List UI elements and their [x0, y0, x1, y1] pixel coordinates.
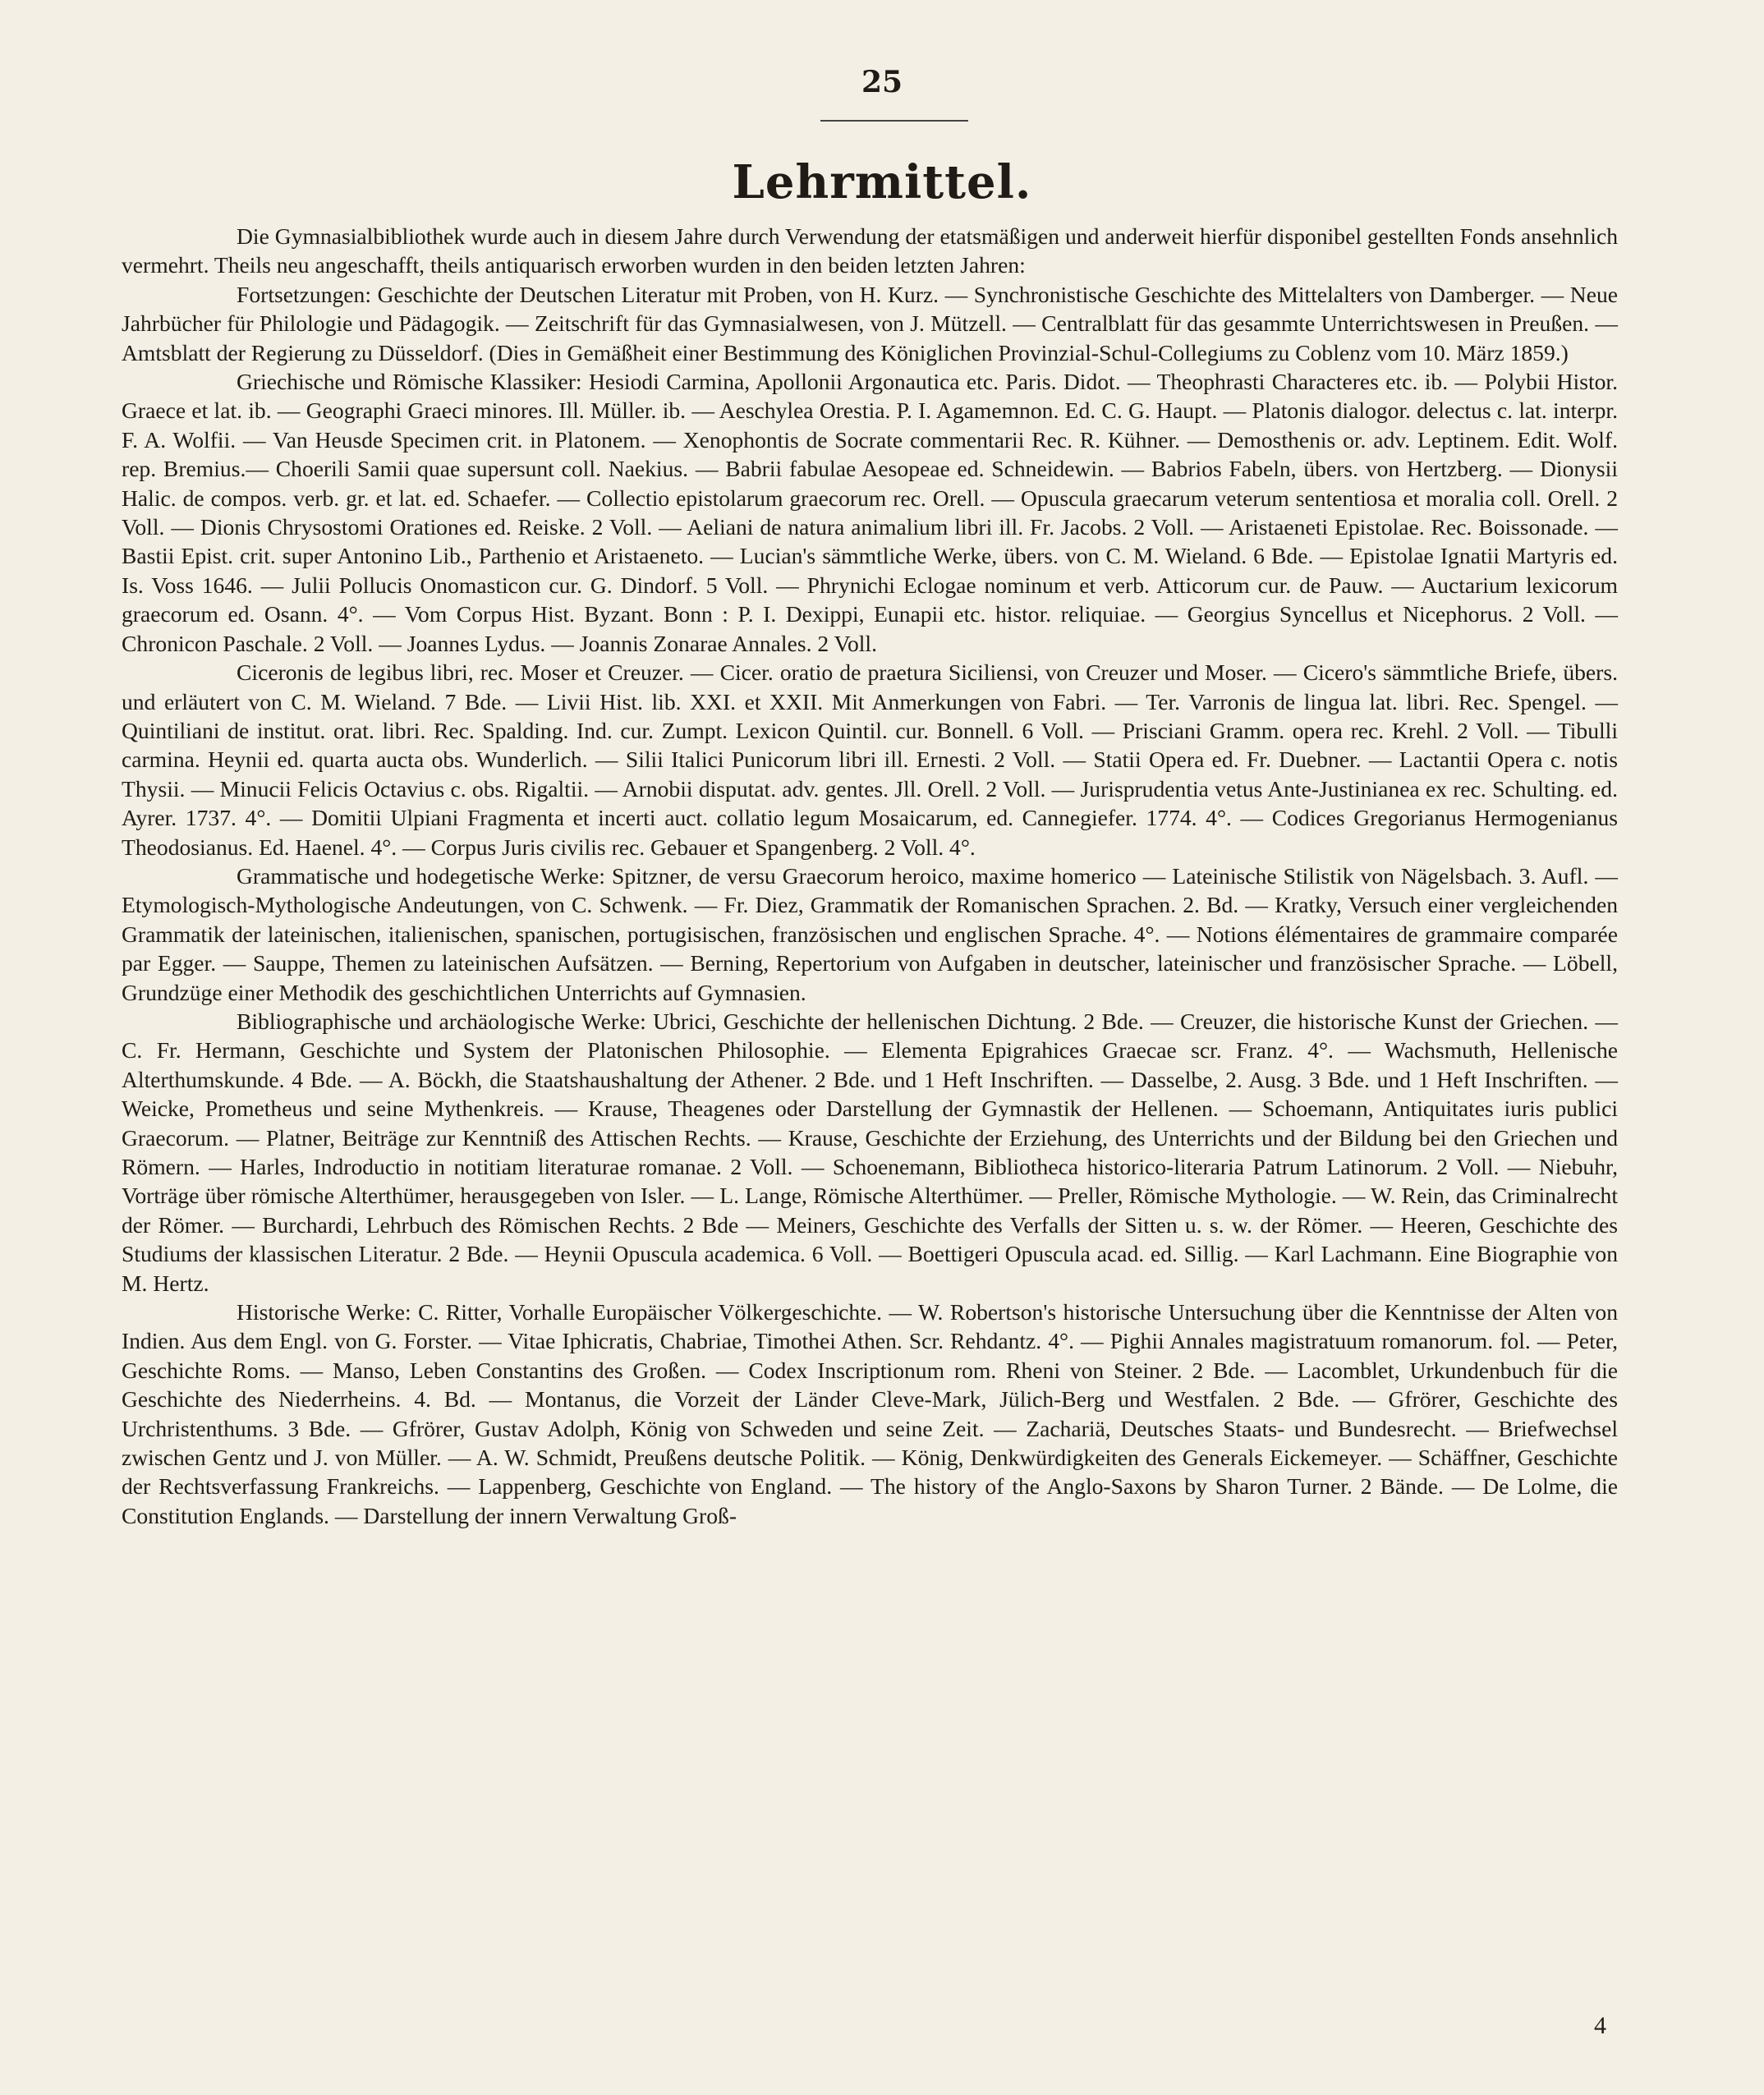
header-rule	[820, 120, 968, 122]
paragraph-archaeologische-werke: Bibliographische und archäologische Werke: Ubrici, Geschichte der hellenischen Dichtung. 2 Bde. — Creuzer, die historische Kunst der Griechen. — C. Fr. Hermann, Geschichte und System der Platonischen Philosophie. — Elementa Epigrahices Graecae scr. Franz. 4°. — Wachsmuth, Hellenische Alterthumskunde. 4 Bde. — A. Böckh, die Staatshaushaltung der Athener. 2 Bde. und 1 Heft Inschriften. — Dasselbe, 2. Ausg. 3 Bde. und 1 Heft Inschriften. — Weicke, Prometheus und seine Mythenkreis. — Krause, Theagenes oder Darstellung der Gymnastik der Hellenen. — Schoemann, Antiquitates iuris publici Graecorum. — Platner, Beiträge zur Kenntniß des Attischen Rechts. — Krause, Geschichte der Erziehung, des Unterrichts und der Bildung bei den Griechen und Römern. — Harles, Indroductio in notitiam literaturae romanae. 2 Voll. — Schoenemann, Bibliotheca historico-literaria Patrum Latinorum. 2 Voll. — Niebuhr, Vorträge über römische Alterthümer, herausgegeben von Isler. — L. Lange, Römische Alterthümer. — Preller, Römische Mythologie. — W. Rein, das Criminalrecht der Römer. — Burchardi, Lehrbuch des Römischen Rechts. 2 Bde — Meiners, Geschichte des Verfalls der Sitten u. s. w. der Römer. — Heeren, Geschichte des Studiums der klassischen Literatur. 2 Bde. — Heynii Opuscula academica. 6 Voll. — Boettigeri Opuscula acad. ed. Sillig. — Karl Lachmann. Eine Biographie von M. Hertz.	[122, 1008, 1618, 1296]
body-text	[122, 222, 1618, 1530]
section-title: Lehrmittel.	[732, 155, 1032, 209]
paragraph-grammatische-werke: Grammatische und hodegetische Werke: Spitzner, de versu Graecorum heroico, maxime homerico — Lateinische Stilistik von Nägelsbach. 3. Aufl. — Etymologisch-Mythologische Andeutungen, von C. Schwenk. — Fr. Diez, Grammatik der Romanischen Sprachen. 2. Bd. — Kratky, Versuch einer vergleichenden Grammatik der lateinischen, italienischen, spanischen, portugisischen, französischen und englischen Sprache. 4°. — Notions élémentaires de grammaire comparée par Egger. — Sauppe, Themen zu lateinischen Aufsätzen. — Berning, Repertorium von Aufgaben in deutscher, lateinischer und französischer Sprache. — Löbell, Grundzüge einer Methodik des geschichtlichen Unterrichts auf Gymnasien.	[122, 862, 1618, 1005]
footer-signature-number: 4	[1594, 2012, 1606, 2039]
paragraph-klassiker: Griechische und Römische Klassiker: Hesiodi Carmina, Apollonii Argonautica etc. Paris. Didot. — Theophrasti Characteres etc. ib. — Polybii Histor. Graece et lat. ib. — Geographi Graeci minores. Ill. Müller. ib. — Aeschylea Orestia. P. I. Agamemnon. Ed. C. G. Haupt. — Platonis dialogor. delectus c. lat. interpr. F. A. Wolfii. — Van Heusde Specimen crit. in Platonem. — Xenophontis de Socrate commentarii Rec. R. Kühner. — Demosthenis or. adv. Leptinem. Edit. Wolf. rep. Bremius.— Choerili Samii quae supersunt coll. Naekius. — Babrii fabulae Aesopeae ed. Schneidewin. — Babrios Fabeln, übers. von Hertzberg. — Dionysii Halic. de compos. verb. gr. et lat. ed. Schaefer. — Collectio epistolarum graecorum rec. Orell. — Opuscula graecarum veterum sententiosa et moralia coll. Orell. 2 Voll. — Dionis Chrysostomi Orationes ed. Reiske. 2 Voll. — Aeliani de natura animalium libri ill. Fr. Jacobs. 2 Voll. — Aristaeneti Epistolae. Rec. Boissonade. — Bastii Epist. crit. super Antonino Lib., Parthenio et Aristaeneto. — Lucian's sämmtliche Werke, übers. von C. M. Wieland. 6 Bde. — Epistolae Ignatii Martyris ed. Is. Voss 1646. — Julii Pollucis Onomasticon cur. G. Dindorf. 5 Voll. — Phrynichi Eclogae nominum et verb. Atticorum cur. de Pauw. — Auctarium lexicorum graecorum ed. Osann. 4°. — Vom Corpus Hist. Byzant. Bonn : P. I. Dexippi, Eunapii etc. histor. reliquiae. — Georgius Syncellus et Nicephorus. 2 Voll. — Chronicon Paschale. 2 Voll. — Joannes Lydus. — Joannis Zonarae Annales. 2 Voll.	[122, 369, 1618, 656]
paragraph-historische-werke: Historische Werke: C. Ritter, Vorhalle Europäischer Völkergeschichte. — W. Robertson's historische Untersuchung über die Kenntnisse der Alten von Indien. Aus dem Engl. von G. Forster. — Vitae Iphicratis, Chabriae, Timothei Athen. Scr. Rehdantz. 4°. — Pighii Annales magistratuum romanorum. fol. — Peter, Geschichte Roms. — Manso, Leben Constantins des Großen. — Codex Inscriptionum rom. Rheni von Steiner. 2 Bde. — Lacomblet, Urkundenbuch für die Geschichte des Niederrheins. 4. Bd. — Montanus, die Vorzeit der Länder Cleve-Mark, Jülich-Berg und Westfalen. 2 Bde. — Gfrörer, Geschichte des Urchristenthums. 3 Bde. — Gfrörer, Gustav Adolph, König von Schweden und seine Zeit. — Zachariä, Deutsches Staats- und Bundesrecht. — Briefwechsel zwischen Gentz und J. von Müller. — A. W. Schmidt, Preußens deutsche Politik. — König, Denkwürdigkeiten des Generals Eickemeyer. — Schäffner, Geschichte der Rechtsverfassung Frankreichs. — Lappenberg, Geschichte von England. — The history of the Anglo-Saxons by Sharon Turner. 2 Bände. — De Lolme, die Constitution Englands. — Darstellung der innern Verwaltung Groß-	[122, 1299, 1618, 1528]
page-number: 25	[861, 65, 903, 99]
paragraph-cicero: Ciceronis de legibus libri, rec. Moser et Creuzer. — Cicer. oratio de praetura Siciliensi, von Creuzer und Moser. — Cicero's sämmtliche Briefe, übers. und erläutert von C. M. Wieland. 7 Bde. — Livii Hist. lib. XXI. et XXII. Mit Anmerkungen von Fabri. — Ter. Varronis de lingua lat. libri. Rec. Spengel. — Quintiliani de institut. orat. libri. Rec. Spalding. Ind. cur. Zumpt. Lexicon Quintil. cur. Bonnell. 6 Voll. — Prisciani Gramm. opera rec. Krehl. 2 Voll. — Tibulli carmina. Heynii ed. quarta aucta obs. Wunderlich. — Silii Italici Punicorum libri ill. Ernesti. 2 Voll. — Statii Opera ed. Fr. Duebner. — Lactantii Opera c. notis Thysii. — Minucii Felicis Octavius c. obs. Rigaltii. — Arnobii disputat. adv. gentes. Jll. Orell. 2 Voll. — Jurisprudentia vetus Ante-Justinianea ex rec. Schulting. ed. Ayrer. 1737. 4°. — Domitii Ulpiani Fragmenta et incerti auct. collatio legum Mosaicarum, ed. Cannegiefer. 1774. 4°. — Codices Gregorianus Hermogenianus Theodosianus. Ed. Haenel. 4°. — Corpus Juris civilis rec. Gebauer et Spangenberg. 2 Voll. 4°.	[122, 659, 1618, 860]
paragraph-fortsetzungen: Fortsetzungen: Geschichte der Deutschen Literatur mit Proben, von H. Kurz. — Synchronistische Geschichte des Mittelalters von Damberger. — Neue Jahrbücher für Philologie und Pädagogik. — Zeitschrift für das Gymnasialwesen, von J. Mützell. — Centralblatt für das gesammte Unterrichtswesen in Preußen. — Amtsblatt der Regierung zu Düsseldorf. (Dies in Gemäßheit einer Bestimmung des Königlichen Provinzial-Schul-Collegiums zu Coblenz vom 10. März 1859.)	[122, 281, 1618, 365]
paragraph-intro: Die Gymnasialbibliothek wurde auch in diesem Jahre durch Verwendung der etatsmäßigen und anderweit hierfür disponibel gestellten Fonds ansehnlich vermehrt. Theils neu angeschafft, theils antiquarisch erworben wurden in den beiden letzten Jahren:	[122, 223, 1618, 278]
